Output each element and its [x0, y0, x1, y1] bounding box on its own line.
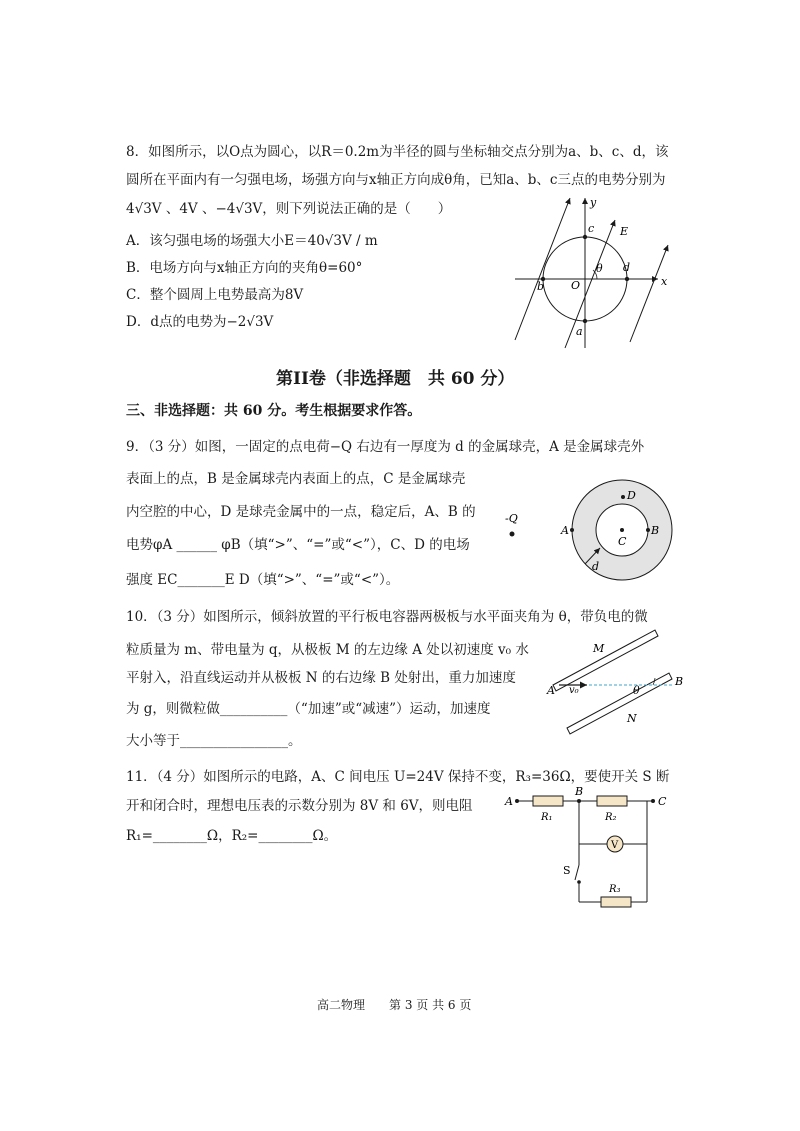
q9-line-2: 表面上的点，B 是金属球壳内表面上的点，C 是金属球壳 [126, 471, 466, 487]
q11-line-2: 开和闭合时，理想电压表的示数分别为 8V 和 6V，则电阻 [126, 798, 473, 814]
q9-label-d: D [627, 489, 636, 502]
q11-label-r2: R₂ [605, 812, 617, 823]
q11-label-c: C [658, 795, 667, 808]
q8-line-3: 4√3V 、4V 、−4√3V，则下列说法正确的是（ ） [126, 201, 452, 217]
q10-line-5: 大小等于________________。 [126, 733, 302, 749]
q11-label-b: B [575, 785, 584, 798]
q11-label-a: A [505, 795, 513, 808]
q8-point-c [583, 235, 587, 239]
q8-label-o: O [571, 279, 581, 292]
q9-label-thickness: d [592, 560, 600, 573]
q8-line-2: 圆所在平面内有一匀强电场，场强方向与x轴正方向成θ角，已知a、b、c三点的电势分别为 [126, 172, 666, 188]
q8-option-b: B．电场方向与x轴正方向的夹角θ=60° [126, 260, 363, 276]
q11-label-s: S [563, 864, 571, 877]
q10-label-b: B [675, 675, 684, 688]
q9-point-d [621, 495, 625, 499]
q10-plate-n [567, 673, 672, 734]
q9-line-1: 9．（3 分）如图，一固定的点电荷−Q 右边有一厚度为 d 的金属球壳，A 是金属球壳外 [126, 439, 645, 455]
q9-label-b: B [651, 524, 660, 537]
q9-shell-figure [500, 482, 670, 582]
q8-label-b: b [537, 280, 545, 293]
q8-option-a: A．该匀强电场的场强大小E＝40√3V / m [126, 233, 378, 249]
page-footer: 高二物理 第 3 页 共 6 页 [317, 998, 472, 1012]
q10-label-v0: v₀ [569, 685, 579, 696]
q10-label-a: A [547, 684, 555, 697]
q11-line-3: R₁=________Ω，R₂=________Ω。 [126, 828, 338, 844]
q10-line-1: 10．（3 分）如图所示，倾斜放置的平行板电容器两极板与水平面夹角为 θ，带负电的微 [126, 609, 648, 625]
q11-node-a [515, 799, 519, 803]
q9-line-5: 强度 EC_______E D（填“>”、“=”或“<”）。 [126, 572, 400, 588]
q8-point-a [583, 319, 587, 323]
q11-circuit-figure [505, 785, 680, 915]
q9-point-c [620, 528, 624, 532]
q9-line-4: 电势φA ______ φB（填“>”、“=”或“<”），C、D 的电场 [126, 537, 470, 553]
q8-option-c: C．整个圆周上电势最高为8V [126, 287, 304, 303]
q10-label-n: N [627, 712, 637, 725]
q11-line-1: 11．（4 分）如图所示的电路，A、C 间电压 U=24V 保持不变，R₃=36Ω，要使开关 S 断 [126, 769, 670, 785]
q10-line-3: 平射入，沿直线运动并从极板 N 的右边缘 B 处射出，重力加速度 [126, 670, 516, 686]
q9-point-a [570, 528, 574, 532]
q11-resistor-r3 [601, 897, 631, 907]
q11-label-r3: R₃ [609, 884, 621, 895]
q10-capacitor-figure [545, 628, 695, 733]
q8-label-a: a [576, 325, 583, 338]
section-heading: 三、非选择题：共 60 分。考生根据要求作答。 [126, 403, 422, 419]
q9-label-charge: -Q [505, 512, 518, 525]
q11-label-r1: R₁ [541, 812, 553, 823]
q10-label-m: M [593, 642, 605, 655]
q10-label-theta: θ [633, 684, 640, 697]
q9-point-charge [510, 532, 515, 537]
q10-line-4: 为 g，则微粒做__________（“加速”或“减速”）运动，加速度 [126, 701, 491, 717]
q10-plate-m [553, 630, 658, 691]
q9-label-c: C [618, 535, 627, 548]
q8-label-x: x [661, 275, 668, 288]
q10-line-2: 粒质量为 m、带电量为 q，从极板 M 的左边缘 A 处以初速度 v₀ 水 [126, 642, 529, 658]
q8-point-d [625, 277, 629, 281]
q11-resistor-r2 [597, 796, 627, 806]
q8-field-figure [510, 190, 675, 350]
section-title: 第II卷（非选择题 共 60 分） [276, 369, 515, 389]
q11-label-v: V [611, 840, 619, 851]
q8-option-d: D．d点的电势为−2√3V [126, 314, 274, 330]
q11-node-c [651, 799, 655, 803]
q9-label-a: A [561, 524, 569, 537]
q8-field-line-1 [515, 198, 570, 340]
q8-line-1: 8．如图所示，以O点为圆心，以R＝0.2m为半径的圆与坐标轴交点分别为a、b、c、d，该 [126, 144, 669, 160]
q8-field-line-3 [630, 245, 668, 342]
q11-switch [575, 865, 579, 880]
q8-label-theta: θ [596, 262, 603, 275]
q8-label-y: y [590, 196, 597, 209]
q11-resistor-r1 [533, 796, 563, 806]
q9-point-b [646, 528, 650, 532]
q8-label-e: E [620, 225, 629, 238]
q8-label-d: d [623, 261, 631, 274]
q8-label-c: c [588, 222, 595, 235]
q9-line-3: 内空腔的中心，D 是球壳金属中的一点，稳定后，A、B 的 [126, 504, 476, 520]
